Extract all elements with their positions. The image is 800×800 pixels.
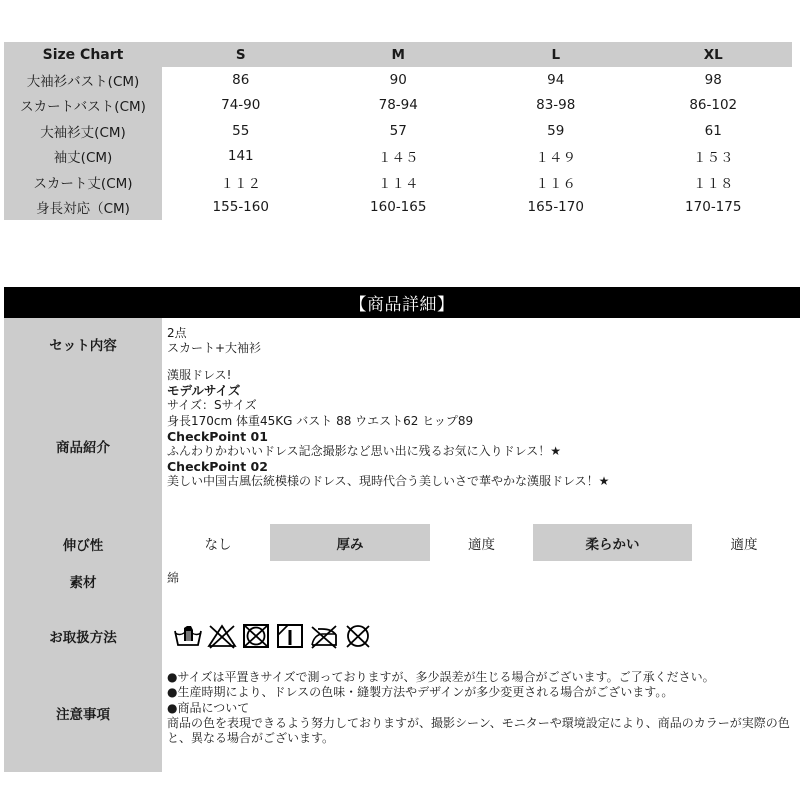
cell: 86 — [232, 71, 250, 88]
cell: １１２ — [220, 175, 261, 192]
thickness-value: 適度 — [468, 536, 495, 553]
cell: 83-98 — [536, 97, 576, 114]
model-size: サイズ：Sサイズ — [167, 398, 257, 413]
product-details-table — [4, 318, 800, 772]
size-chart-table — [4, 42, 792, 220]
note-line: 商品の色を表現できるよう努力しておりますが、撮影シーン、モニターや環境設定により、商品のカラーが実際の色 — [167, 715, 790, 730]
row-label: 身長対応（CM) — [4, 194, 162, 220]
cell: 55 — [232, 122, 250, 139]
cell: １１８ — [693, 175, 734, 192]
row-label: スカートバスト(CM) — [4, 93, 162, 119]
cell: 86-102 — [689, 97, 738, 114]
note-line: ●サイズは平置きサイズで測っておりますが、多少誤差が生じる場合がございます。ご了承ください。 — [167, 670, 715, 684]
cell: 90 — [389, 71, 407, 88]
no-iron-icon — [308, 623, 340, 649]
set-contents-label: セット内容 — [49, 338, 117, 354]
table-row — [4, 195, 792, 221]
material-label: 素材 — [69, 575, 97, 591]
note-line: ●生産時期により、ドレスの色味・縫製方法やデザインが多少変更される場合がございます。。 — [167, 685, 674, 700]
cell: １４５ — [378, 150, 419, 167]
table-row — [4, 67, 792, 93]
softness-value: 適度 — [730, 536, 758, 553]
no-bleach-icon — [206, 623, 238, 649]
care-icons — [172, 623, 374, 649]
cell: 170-175 — [685, 199, 742, 216]
care-label: お取扱方法 — [49, 630, 117, 646]
cell: １１６ — [535, 175, 576, 192]
checkpoint1-text: ふんわりかわいいドレス記念撮影など思い出に残るお気に入りドレス！★ — [167, 444, 562, 459]
cell: 57 — [389, 122, 407, 139]
softness-label: 柔らかい — [533, 524, 692, 561]
table-row — [4, 93, 792, 119]
cell: 74-90 — [221, 97, 261, 114]
drip-dry-icon — [274, 623, 306, 649]
table-row — [4, 118, 792, 144]
model-size-heading: モデルサイズ — [167, 383, 241, 399]
table-row — [4, 169, 792, 195]
set-contents-value — [167, 326, 261, 356]
cell: １５３ — [693, 150, 734, 167]
cell: 94 — [547, 71, 565, 88]
cell: 141 — [227, 148, 254, 165]
table-row — [4, 144, 792, 170]
fabric-attributes-row — [166, 524, 796, 561]
note-line: と、異なる場合がございます。 — [167, 731, 335, 746]
introduction-value — [167, 368, 609, 490]
size-header-l: L — [551, 46, 561, 63]
set-contents-line: スカート+大袖衫 — [167, 341, 262, 356]
model-measurements: 身長170cm 体重45KG バスト 88 ウエスト62 ヒップ89 — [167, 413, 474, 428]
size-chart-title: Size Chart — [4, 42, 162, 67]
cell: 155-160 — [212, 199, 269, 216]
row-label: 大袖衫バスト(CM) — [4, 67, 162, 93]
intro-line: 漢服ドレス! — [167, 368, 232, 382]
size-header-m: M — [391, 46, 405, 63]
notes-label: 注意事項 — [56, 707, 110, 723]
introduction-label: 商品紹介 — [56, 440, 110, 456]
row-label: 袖丈(CM) — [4, 144, 162, 170]
cell: １４９ — [535, 150, 576, 167]
stretch-value: なし — [204, 536, 232, 553]
notes-value — [167, 670, 790, 746]
checkpoint1-heading: CheckPoint 01 — [167, 428, 268, 444]
stretch-label: 伸び性 — [62, 538, 104, 554]
size-header-s: S — [235, 46, 246, 63]
hand-wash-icon — [172, 623, 204, 649]
checkpoint2-heading: CheckPoint 02 — [167, 459, 268, 475]
size-chart-header-row — [4, 42, 792, 67]
size-header-xl: XL — [703, 46, 723, 63]
cell: 160-165 — [370, 199, 427, 216]
thickness-label: 厚み — [270, 524, 430, 561]
cell: 59 — [547, 122, 565, 139]
material-value: 綿 — [167, 571, 180, 585]
cell: 165-170 — [527, 199, 584, 216]
cell: １１４ — [378, 175, 419, 192]
checkpoint2-text: 美しい中国古風伝統模様のドレス、現時代合う美しいさで華やかな漢服ドレス！★ — [167, 474, 610, 489]
no-tumble-dry-icon — [240, 623, 272, 649]
product-details-banner: 【商品詳細】 — [4, 287, 800, 318]
row-label: スカート丈(CM) — [4, 169, 162, 195]
cell: 98 — [704, 71, 722, 88]
no-dry-clean-icon — [342, 623, 374, 649]
cell: 78-94 — [378, 97, 418, 114]
note-line: ●商品について — [167, 700, 250, 715]
row-label: 大袖衫丈(CM) — [4, 118, 162, 144]
cell: 61 — [704, 122, 722, 139]
set-contents-line: 2点 — [167, 326, 187, 340]
